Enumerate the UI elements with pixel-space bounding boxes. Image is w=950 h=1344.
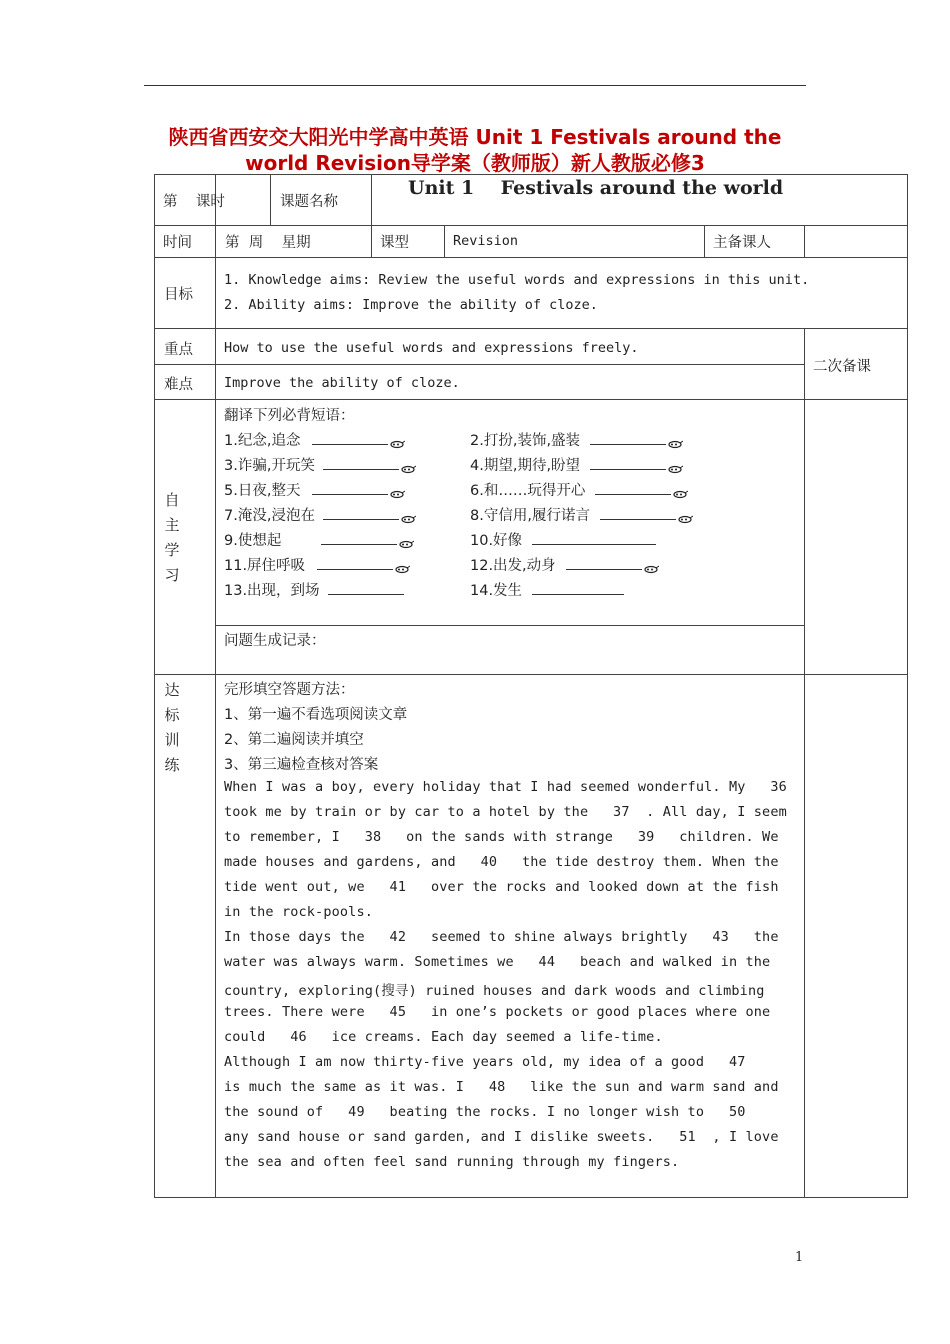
- phrase-item: 14.发生: [470, 579, 624, 600]
- page-number: 1: [795, 1250, 804, 1265]
- phrase-item: 6.和……玩得开心: [470, 479, 688, 500]
- pen-icon: [394, 562, 410, 571]
- passage-line: country, exploring(搜寻) ruined houses and dark woods and climbing: [224, 983, 765, 999]
- passage-line: took me by train or by car to a hotel by the 37 . All day, I seem: [224, 804, 787, 820]
- passage-line: to remember, I 38 on the sands with strange 39 children. We: [224, 829, 779, 845]
- passage-line: trees. There were 45 in one’s pockets or good places where one: [224, 1004, 771, 1020]
- answer-blank: [590, 430, 666, 445]
- phrase-item: 10.好像: [470, 529, 656, 550]
- type-label: 课型: [380, 235, 409, 251]
- passage-line: made houses and gardens, and 40 the tide destroy them. When the: [224, 854, 779, 870]
- method-step: 3、第三遍检查核对答案: [224, 757, 379, 773]
- passage-line: tide went out, we 41 over the rocks and looked down at the fish: [224, 879, 779, 895]
- title-line-1: 陕西省西安交大阳光中学高中英语 Unit 1 Festivals around the: [168, 125, 782, 149]
- training-notes-cell: [804, 674, 908, 1198]
- unit-title: Unit 1 Festivals around the world: [408, 177, 784, 199]
- method-step: 1、第一遍不看选项阅读文章: [224, 707, 408, 723]
- passage-line: the sea and often feel sand running through my fingers.: [224, 1154, 680, 1170]
- teacher-value-cell: [804, 225, 908, 258]
- pen-icon: [398, 537, 414, 546]
- teacher-label: 主备课人: [713, 235, 771, 251]
- phrase-item: 7.淹没,浸泡在: [224, 504, 416, 525]
- record-label: 问题生成记录：: [224, 633, 326, 649]
- goal-ability: 2. Ability aims: Improve the ability of cloze.: [224, 297, 598, 313]
- answer-blank: [328, 580, 404, 595]
- answer-blank: [566, 555, 642, 570]
- goals-label: 目标: [164, 287, 193, 303]
- phrase-item: 13.出现，到场: [224, 579, 404, 600]
- difficulty-text: Improve the ability of cloze.: [224, 375, 460, 391]
- phrase-item: 8.守信用,履行诺言: [470, 504, 693, 525]
- answer-blank: [321, 530, 397, 545]
- pen-icon: [400, 462, 416, 471]
- passage-line: In those days the 42 seemed to shine always brightly 43 the: [224, 929, 779, 945]
- answer-blank: [323, 505, 399, 520]
- passage-line: is much the same as it was. I 48 like the sun and warm sand and: [224, 1079, 779, 1095]
- answer-blank: [323, 455, 399, 470]
- answer-blank: [317, 555, 393, 570]
- answer-blank: [312, 480, 388, 495]
- goal-knowledge: 1. Knowledge aims: Review the useful words and expressions in this unit.: [224, 272, 810, 288]
- passage-line: When I was a boy, every holiday that I had seemed wonderful. My 36: [224, 779, 787, 795]
- phrase-item: 12.出发,动身: [470, 554, 659, 575]
- passage-line: Although I am now thirty-five years old, my idea of a good 47: [224, 1054, 746, 1070]
- phrase-item: 11.屏住呼吸: [224, 554, 410, 575]
- answer-blank: [590, 455, 666, 470]
- title-line-2: world Revision导学案（教师版）新人教版必修3: [245, 151, 705, 175]
- goals-content-cell: [215, 257, 908, 329]
- document-title: [130, 124, 820, 176]
- self-study-label: 自 主 学 习: [164, 491, 180, 584]
- answer-blank: [532, 530, 656, 545]
- pen-icon: [389, 487, 405, 496]
- pen-icon: [672, 487, 688, 496]
- phrase-heading: 翻译下列必背短语：: [224, 408, 355, 424]
- method-step: 2、第二遍阅读并填空: [224, 732, 364, 748]
- pen-icon: [400, 512, 416, 521]
- difficulty-label: 难点: [164, 377, 193, 393]
- focus-label: 重点: [164, 342, 193, 358]
- focus-text: How to use the useful words and expressions freely.: [224, 340, 639, 356]
- self-study-notes-cell: [804, 399, 908, 675]
- time-label: 时间: [163, 235, 192, 251]
- pen-icon: [667, 462, 683, 471]
- answer-blank: [595, 480, 671, 495]
- phrase-item: 9.使想起: [224, 529, 414, 550]
- pen-icon: [643, 562, 659, 571]
- passage-line: any sand house or sand garden, and I dislike sweets. 51 , I love: [224, 1129, 779, 1145]
- passage-line: in the rock-pools.: [224, 904, 373, 920]
- pen-icon: [677, 512, 693, 521]
- phrase-item: 3.诈骗,开玩笑: [224, 454, 416, 475]
- method-heading: 完形填空答题方法：: [224, 682, 355, 698]
- passage-line: the sound of 49 beating the rocks. I no longer wish to 50: [224, 1104, 746, 1120]
- pen-icon: [667, 437, 683, 446]
- answer-blank: [600, 505, 676, 520]
- training-label: 达 标 训 练: [164, 681, 180, 774]
- answer-blank: [532, 580, 624, 595]
- passage-line: water was always warm. Sometimes we 44 beach and walked in the: [224, 954, 771, 970]
- phrase-item: 1.纪念,追念: [224, 429, 405, 450]
- phrase-item: 2.打扮,装饰,盛装: [470, 429, 683, 450]
- topic-label: 课题名称: [280, 194, 338, 210]
- header-rule: [144, 85, 806, 86]
- phrase-item: 5.日夜,整天: [224, 479, 405, 500]
- second-prep-label: 二次备课: [813, 359, 871, 375]
- passage-line: could 46 ice creams. Each day seemed a life-time.: [224, 1029, 663, 1045]
- lesson-label: 第 课时: [163, 194, 225, 210]
- phrase-item: 4.期望,期待,盼望: [470, 454, 683, 475]
- week-label: 第 周 星期: [225, 235, 311, 251]
- pen-icon: [389, 437, 405, 446]
- type-value: Revision: [453, 233, 519, 249]
- answer-blank: [312, 430, 388, 445]
